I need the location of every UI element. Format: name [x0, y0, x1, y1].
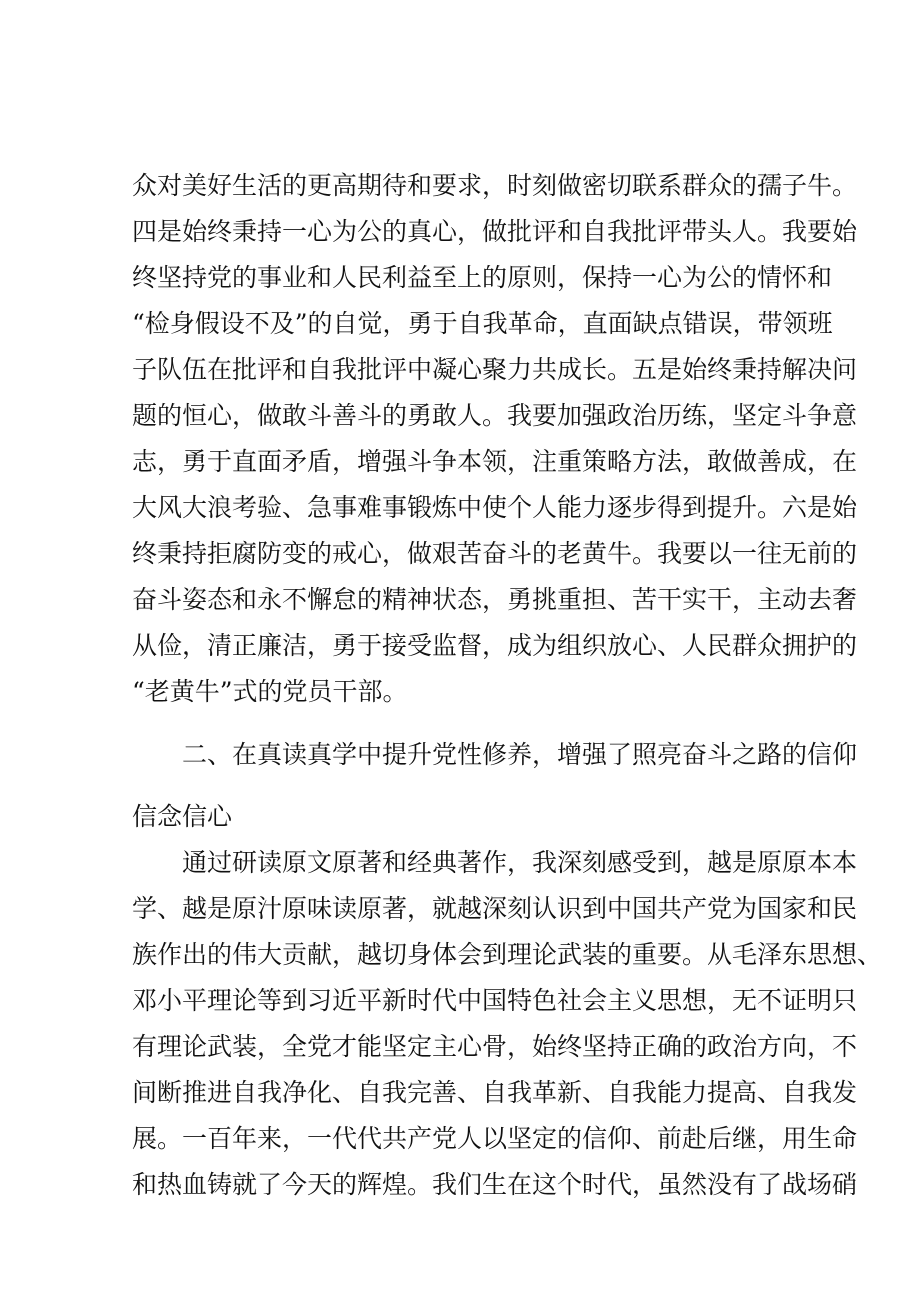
paragraph-1-line-7: 志，勇于直面矛盾，增强斗争本领，注重策略方法，敢做善成，在 — [132, 447, 858, 476]
section-heading-line-2: 信念信心 — [132, 802, 233, 831]
paragraph-1-line-11: 从俭，清正廉洁，勇于接受监督，成为组织放心、人民群众拥护的 — [132, 631, 858, 660]
paragraph-1-line-3: 终坚持党的事业和人民利益至上的原则，保持一心为公的情怀和 — [132, 263, 833, 292]
paragraph-1-line-10: 奋斗姿态和永不懈怠的精神状态，勇挑重担、苦干实干，主动去奢 — [132, 585, 858, 614]
paragraph-2-line-7: 展。一百年来，一代代共产党人以坚定的信仰、前赴后继，用生命 — [132, 1124, 858, 1153]
paragraph-1-line-9: 终秉持拒腐防变的戒心，做艰苦奋斗的老黄牛。我要以一往无前的 — [132, 539, 858, 568]
paragraph-2-line-2: 学、越是原汁原味读原著，就越深刻认识到中国共产党为国家和民 — [132, 894, 858, 923]
paragraph-1-line-6: 题的恒心，做敢斗善斗的勇敢人。我要加强政治历练，坚定斗争意 — [132, 401, 858, 430]
paragraph-2-line-3: 族作出的伟大贡献，越切身体会到理论武装的重要。从毛泽东思想、 — [132, 940, 883, 969]
paragraph-1-line-4: “检身假设不及”的自觉，勇于自我革命，直面缺点错误，带领班 — [132, 309, 833, 338]
paragraph-2-line-5: 有理论武装，全党才能坚定主心骨，始终坚持正确的政治方向，不 — [132, 1032, 858, 1061]
paragraph-1-line-2: 四是始终秉持一心为公的真心，做批评和自我批评带头人。我要始 — [132, 217, 858, 246]
paragraph-2-line-8: 和热血铸就了今天的辉煌。我们生在这个时代，虽然没有了战场硝 — [132, 1170, 858, 1199]
paragraph-2-line-4: 邓小平理论等到习近平新时代中国特色社会主义思想，无不证明只 — [132, 986, 858, 1015]
section-heading-line-1: 二、在真读真学中提升党性修养，增强了照亮奋斗之路的信仰 — [182, 740, 858, 769]
paragraph-1-line-5: 子队伍在批评和自我批评中凝心聚力共成长。五是始终秉持解决问 — [132, 355, 858, 384]
paragraph-1-line-12: “老黄牛”式的党员干部。 — [132, 677, 408, 706]
paragraph-1-line-8: 大风大浪考验、急事难事锻炼中使个人能力逐步得到提升。六是始 — [132, 493, 858, 522]
paragraph-1-line-1: 众对美好生活的更高期待和要求，时刻做密切联系群众的孺子牛。 — [132, 171, 858, 200]
paragraph-2-line-6: 间断推进自我净化、自我完善、自我革新、自我能力提高、自我发 — [132, 1078, 858, 1107]
paragraph-2-line-1: 通过研读原文原著和经典著作，我深刻感受到，越是原原本本 — [182, 848, 858, 877]
